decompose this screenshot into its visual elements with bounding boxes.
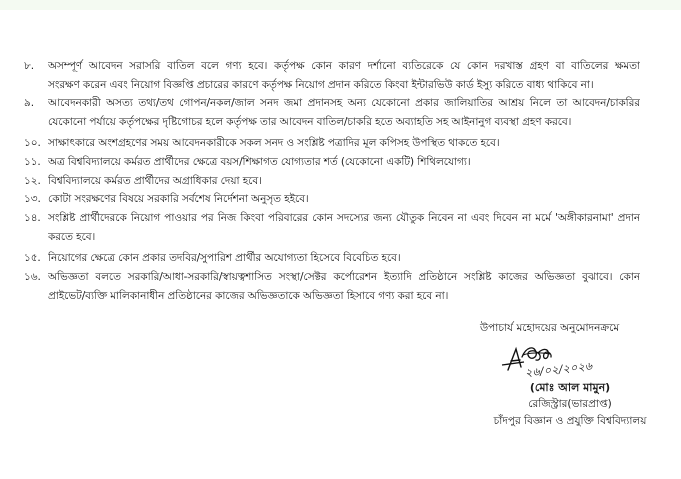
condition-item-16	[24, 268, 640, 305]
signature-date: ২৬/০২/২০২৬	[524, 359, 594, 380]
condition-number: ৯.	[24, 97, 34, 109]
condition-number: ১৩.	[24, 193, 41, 205]
condition-number: ১২.	[24, 175, 41, 187]
condition-number: ১৪.	[24, 212, 41, 224]
signatory-institution: চাঁদপুর বিজ্ঞান ও প্রযুক্তি বিশ্ববিদ্যালয়	[493, 415, 647, 427]
condition-text-line: অসম্পূর্ণ আবেদন সরাসরি বাতিল বলে গণ্য হবে। কর্তৃপক্ষ কোন কারণ দর্শানো ব্যতিরেকে যে কোন দরখাস্ত গ্রহণ বা বাতিলের ক্ষমতা	[48, 60, 640, 72]
condition-text-line: প্রাইভেট/ব্যক্তি মালিকানাধীন প্রতিষ্ঠানের কাজের অভিজ্ঞতাকে অভিজ্ঞতা হিসাবে গণ্য করা হবে না।	[48, 289, 449, 302]
signatory-block	[455, 379, 681, 430]
condition-text-line: করতে হবে।	[48, 230, 96, 243]
condition-number: ১০.	[24, 137, 41, 149]
condition-text-line: অভিজ্ঞতা বলতে সরকারি/আধা-সরকারি/স্বায়ত্বশাসিত সংস্থা/সেক্টর কর্পোরেশন ইত্যাদি প্রতিষ্ঠানে সংশ্লিষ্ট কাজের অভিজ্ঞতা বুঝাবে। কোন	[48, 271, 640, 283]
condition-number: ৮.	[24, 60, 34, 72]
signatory-name: (মোঃ আল মামুন)	[529, 381, 611, 394]
condition-text-line: অত্র বিশ্ববিদ্যালয়ে কর্মরত প্রার্থীদের ক্ষেত্রে বয়স/শিক্ষাগত যোগ্যতার শর্ত (যেকোনো একটি) শিথিলযোগ্য।	[48, 156, 471, 168]
condition-text-line: সংরক্ষণ করেন এবং নিয়োগ বিজ্ঞপ্তি প্রচারের কারণে কর্তৃপক্ষ নিয়োগ প্রদান করিতে কিংবা ইন্টারভিউ কার্ড ইস্যু করিতে বাধ্য থাকিবে না।	[48, 78, 594, 91]
condition-item-15	[24, 249, 640, 268]
condition-item-13	[24, 190, 640, 209]
condition-number: ১৫.	[24, 252, 41, 264]
condition-number: ১১.	[24, 156, 41, 168]
condition-text-line: কোটা সংরক্ষণের বিষয়ে সরকারি সর্বশেষ নির্দেশনা অনুসৃত হইবে।	[48, 193, 309, 205]
signatory-designation: রেজিস্ট্রার(ভারপ্রাপ্ত)	[528, 398, 612, 410]
condition-item-8	[24, 57, 640, 94]
condition-text-line: যেকোনো পর্যায়ে কর্তৃপক্ষের দৃষ্টিগোচর হলে কর্তৃপক্ষ তার আবেদন বাতিল/চাকরি হতে অব্যাহতি সহ আইনানুগ ব্যবস্থা গ্রহণ করবে।	[48, 115, 572, 128]
condition-item-12	[24, 172, 640, 191]
handwritten-signature-icon	[500, 343, 610, 383]
condition-item-9	[24, 94, 640, 131]
condition-text-line: নিয়োগের ক্ষেত্রে কোন প্রকার তদবির/সুপারিশ প্রার্থীর অযোগ্যতা হিসেবে বিবেচিত হবে।	[48, 252, 401, 264]
approval-note: উপাচার্য মহোদয়ের অনুমোদনক্রমে	[480, 322, 620, 334]
condition-item-14	[24, 209, 640, 246]
condition-text-line: সাক্ষাৎকারে অংশগ্রহণের সময় আবেদনকারীকে সকল সনদ ও সংশ্লিষ্ট পত্রাদির মূল কপিসহ উপস্থিত থাকতে হবে।	[48, 137, 500, 149]
condition-item-10	[24, 134, 640, 153]
condition-text-line: সংশ্লিষ্ট প্রার্থীদেরকে নিয়োগ পাওয়ার পর নিজ কিংবা পরিবারের কোন সদস্যের জন্য যৌতুক নিবেন না এবং দিবেন না মর্মে 'অঙ্গীকারনামা' প্রদান	[48, 212, 640, 224]
condition-text-line: আবেদনকারী অসত্য তথ্য/তথ গোপন/নকল/জাল সনদ জমা প্রদানসহ অন্য যেকোনো প্রকার জালিয়াতির আশ্রয় নিলে তা আবেদন/চাকরির	[48, 97, 640, 109]
condition-item-11	[24, 153, 640, 172]
condition-number: ১৬.	[24, 271, 41, 283]
condition-text-line: বিশ্ববিদ্যালয়ে কর্মরত প্রার্থীদের অগ্রাধিকার দেয়া হবে।	[48, 175, 262, 187]
